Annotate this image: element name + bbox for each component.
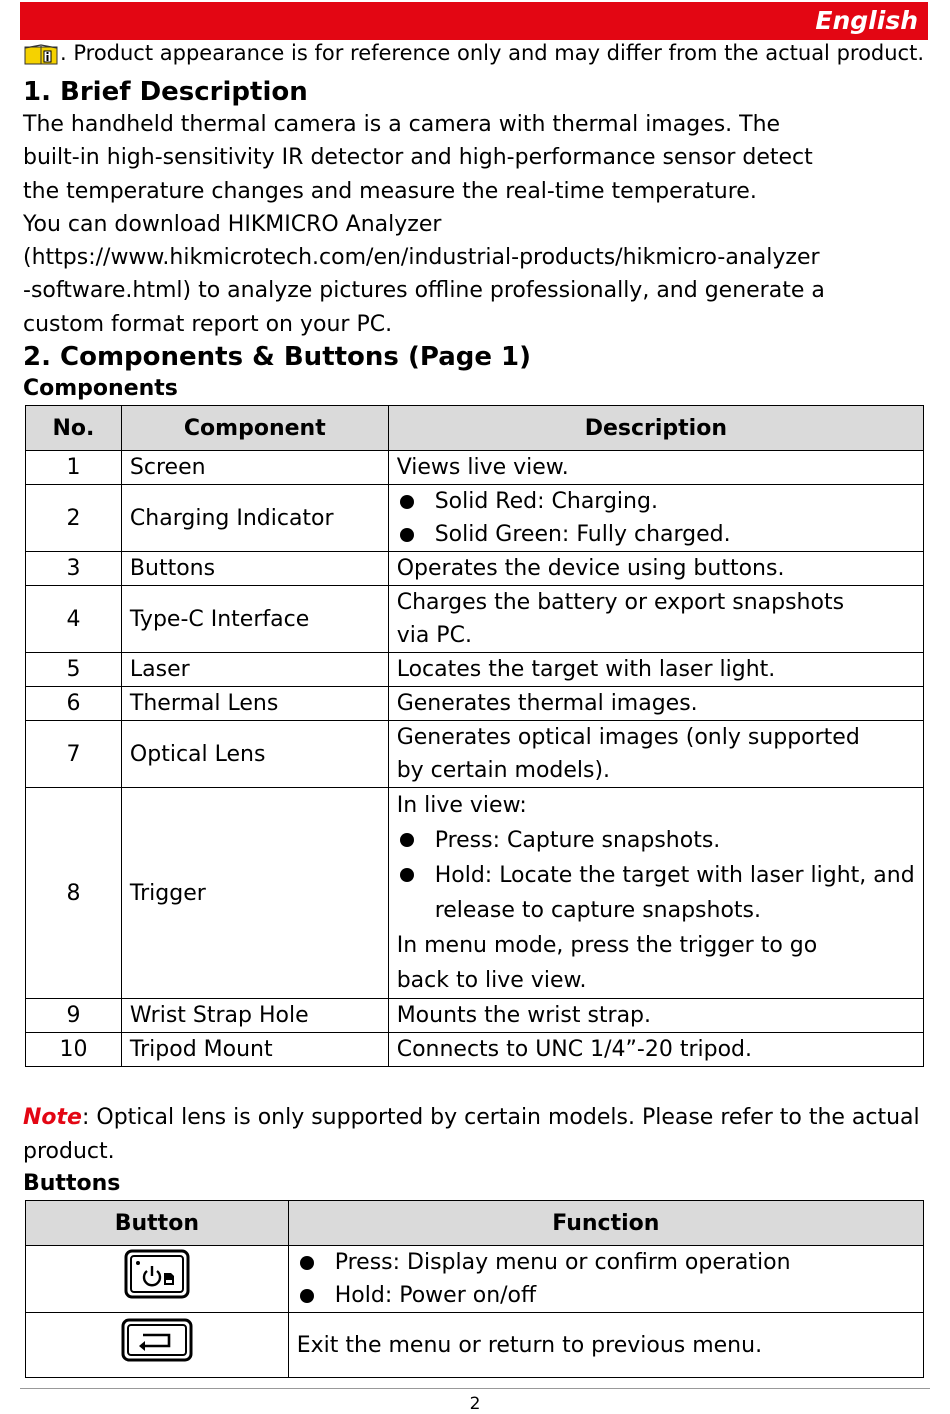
row-number: 8 [26, 788, 122, 999]
note-text: : Optical lens is only supported by certain models. Please refer to the actual product. [23, 1105, 920, 1164]
row-component: Optical Lens [121, 721, 388, 788]
section1-title: 1. Brief Description [23, 77, 308, 107]
description-line: back to live view. [396, 968, 587, 994]
row-component: Charging Indicator [121, 485, 388, 552]
table-row [26, 999, 924, 1033]
row-description [388, 721, 923, 788]
bullet-item: Solid Red: Charging. [397, 485, 915, 518]
components-table [25, 405, 924, 1067]
bullet-item: Solid Green: Fully charged. [397, 518, 915, 551]
row-number: 10 [26, 1033, 122, 1067]
table-row [26, 552, 924, 586]
row-number: 6 [26, 687, 122, 721]
note-label: Note [23, 1105, 82, 1131]
section2-title: 2. Components & Buttons (Page 1) [23, 342, 532, 373]
section1-line: (https://www.hikmicrotech.com/en/industrial-products/hikmicro-analyzer [23, 245, 820, 271]
row-number: 2 [26, 485, 122, 552]
bullet-item: Hold: Locate the target with laser light, and release to capture snapshots. [397, 858, 915, 928]
row-description: Views live view. [388, 451, 923, 485]
row-component: Laser [121, 653, 388, 687]
description-line: by certain models). [396, 758, 611, 784]
row-description: Connects to UNC 1/4”-20 tripod. [388, 1033, 923, 1067]
table-row [26, 721, 924, 788]
header-no: No. [26, 406, 122, 451]
table-row [26, 1313, 924, 1378]
section1-line: the temperature changes and measure the real-time temperature. [23, 178, 757, 204]
section1-line: -software.html) to analyze pictures offline professionally, and generate a [23, 278, 825, 304]
back-button-icon [121, 1318, 193, 1362]
row-number: 7 [26, 721, 122, 788]
row-number: 4 [26, 586, 122, 653]
row-number: 5 [26, 653, 122, 687]
header-description: Description [388, 406, 923, 451]
row-number: 1 [26, 451, 122, 485]
row-description [388, 586, 923, 653]
bullet-item: Hold: Power on/off [297, 1279, 915, 1312]
table-row [26, 788, 924, 999]
note-paragraph [23, 1101, 928, 1168]
table-row [26, 1033, 924, 1067]
row-number: 3 [26, 552, 122, 586]
page-content [23, 76, 928, 1378]
bullet-item: Press: Display menu or confirm operation [297, 1246, 915, 1279]
button-function [288, 1246, 923, 1313]
section1-line: The handheld thermal camera is a camera with thermal images. The [23, 112, 781, 137]
description-line: In menu mode, press the trigger to go [396, 933, 818, 959]
row-description: Generates thermal images. [388, 687, 923, 721]
page-number: 2 [469, 1394, 481, 1414]
bullet-item: Press: Capture snapshots. [397, 823, 915, 858]
section1-body [23, 108, 928, 341]
language-header: English [20, 2, 928, 40]
section1-line: built-in high-sensitivity IR detector and high-performance sensor detect [23, 145, 813, 171]
table-header-row [26, 406, 924, 451]
disclaimer [24, 40, 934, 68]
row-description [388, 788, 923, 999]
components-heading: Components [23, 376, 178, 402]
row-component: Trigger [121, 788, 388, 999]
row-component: Buttons [121, 552, 388, 586]
button-icon-cell [26, 1246, 289, 1313]
buttons-table [25, 1200, 924, 1378]
table-header-row [26, 1201, 924, 1246]
footer-divider [20, 1388, 930, 1389]
row-number: 9 [26, 999, 122, 1033]
table-row [26, 485, 924, 552]
description-line: In live view: [396, 793, 527, 819]
section1-line: custom format report on your PC. [23, 311, 393, 337]
description-line: via PC. [396, 623, 472, 649]
row-component: Screen [121, 451, 388, 485]
manual-info-icon [24, 43, 58, 71]
table-row [26, 451, 924, 485]
description-line: Generates optical images (only supported [396, 725, 860, 751]
header-button: Button [26, 1201, 289, 1246]
disclaimer-text: . Product appearance is for reference only and may differ from the actual product. [60, 41, 925, 65]
table-row [26, 653, 924, 687]
power-menu-button-icon [124, 1249, 190, 1299]
buttons-heading: Buttons [23, 1171, 121, 1197]
table-row [26, 1246, 924, 1313]
table-row [26, 586, 924, 653]
row-description [388, 485, 923, 552]
row-description: Locates the target with laser light. [388, 653, 923, 687]
header-function: Function [288, 1201, 923, 1246]
button-icon-cell [26, 1313, 289, 1378]
description-line: Charges the battery or export snapshots [396, 590, 845, 616]
section1-line: You can download HIKMICRO Analyzer [23, 211, 442, 237]
row-component: Type-C Interface [121, 586, 388, 653]
row-component: Wrist Strap Hole [121, 999, 388, 1033]
button-function: Exit the menu or return to previous menu. [288, 1313, 923, 1378]
row-component: Thermal Lens [121, 687, 388, 721]
row-description: Operates the device using buttons. [388, 552, 923, 586]
row-component: Tripod Mount [121, 1033, 388, 1067]
row-description: Mounts the wrist strap. [388, 999, 923, 1033]
header-component: Component [121, 406, 388, 451]
table-row [26, 687, 924, 721]
